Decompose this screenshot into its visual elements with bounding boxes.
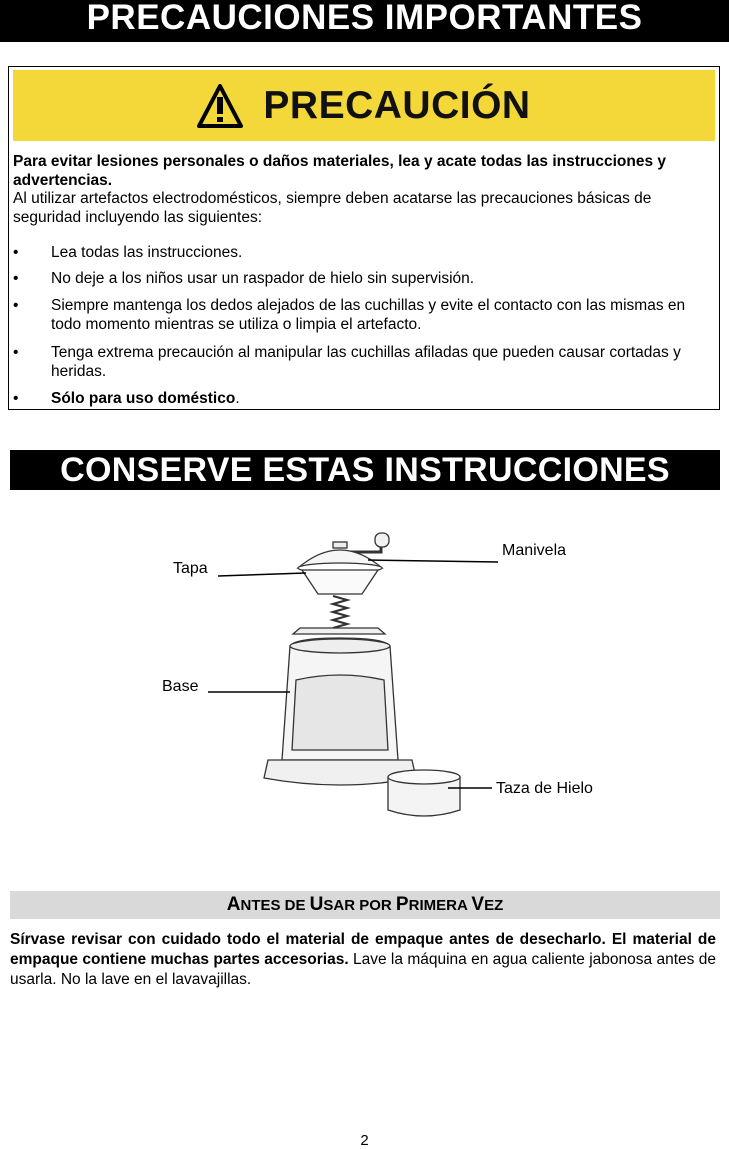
list-item-text: No deje a los niños usar un raspador de hielo sin supervisión.	[51, 270, 475, 287]
bullet-icon: •	[13, 297, 19, 314]
list-item	[13, 296, 713, 334]
first-use-title-word: USAR POR	[309, 894, 396, 915]
list-item	[13, 389, 713, 408]
first-use-title-word: ANTES DE	[226, 894, 310, 915]
label-base: Base	[162, 678, 199, 695]
bullet-icon: •	[13, 270, 19, 287]
ice-shaver-diagram	[150, 520, 630, 830]
list-item-suffix: .	[235, 390, 240, 407]
caution-bar	[13, 70, 715, 141]
label-manivela: Manivela	[502, 542, 567, 559]
label-tapa: Tapa	[173, 560, 208, 577]
caution-label: PRECAUCIÓN	[263, 83, 531, 127]
bullet-icon: •	[13, 244, 19, 261]
warning-triangle-icon	[197, 84, 243, 128]
precautions-list	[13, 243, 713, 408]
first-use-title-word: PRIMERA	[395, 894, 472, 915]
save-instructions-banner	[10, 450, 720, 490]
bullet-icon: •	[13, 344, 19, 361]
first-use-header	[10, 891, 720, 919]
list-item-text: Tenga extrema precaución al manipular las cuchillas afiladas que pueden causar cortadas y heridas.	[51, 344, 681, 380]
list-item	[13, 269, 713, 288]
list-item	[13, 243, 713, 262]
main-title: PRECAUCIONES IMPORTANTES	[86, 0, 643, 37]
warning-intro-text: Al utilizar artefactos electrodomésticos, siempre deben acatarse las precauciones básicas de seguridad incluyendo las siguientes:	[13, 190, 652, 226]
save-instructions-title: CONSERVE ESTAS INSTRUCCIONES	[60, 451, 670, 489]
main-title-banner	[0, 0, 729, 42]
first-use-title-word: VEZ	[471, 894, 504, 915]
list-item-text: Lea todas las instrucciones.	[51, 244, 243, 261]
first-use-text-bold: Sírvase revisar con cuidado todo el material de empaque antes de desecharlo. El material de empaque contiene muchas partes accesorias.	[10, 931, 716, 968]
first-use-text-regular: Lave la máquina en agua caliente jabonosa antes de usarla. No la lave en el lavavajillas.	[10, 951, 716, 988]
list-item-text-bold: Sólo para uso doméstico	[51, 390, 236, 407]
list-item-text: Siempre mantenga los dedos alejados de las cuchillas y evite el contacto con las mismas en todo momento mientras se utiliza o limpia el artefacto.	[51, 297, 686, 333]
caution-box	[8, 66, 720, 410]
first-use-text	[10, 930, 716, 990]
warning-intro-bold: Para evitar lesiones personales o daños materiales, lea y acate todas las instrucciones y advertencias.	[13, 153, 667, 189]
list-item	[13, 343, 713, 381]
label-taza-de-hielo: Taza de Hielo	[496, 780, 593, 797]
warning-intro	[13, 153, 713, 227]
bullet-icon: •	[13, 390, 19, 407]
page-number: 2	[360, 1132, 369, 1149]
